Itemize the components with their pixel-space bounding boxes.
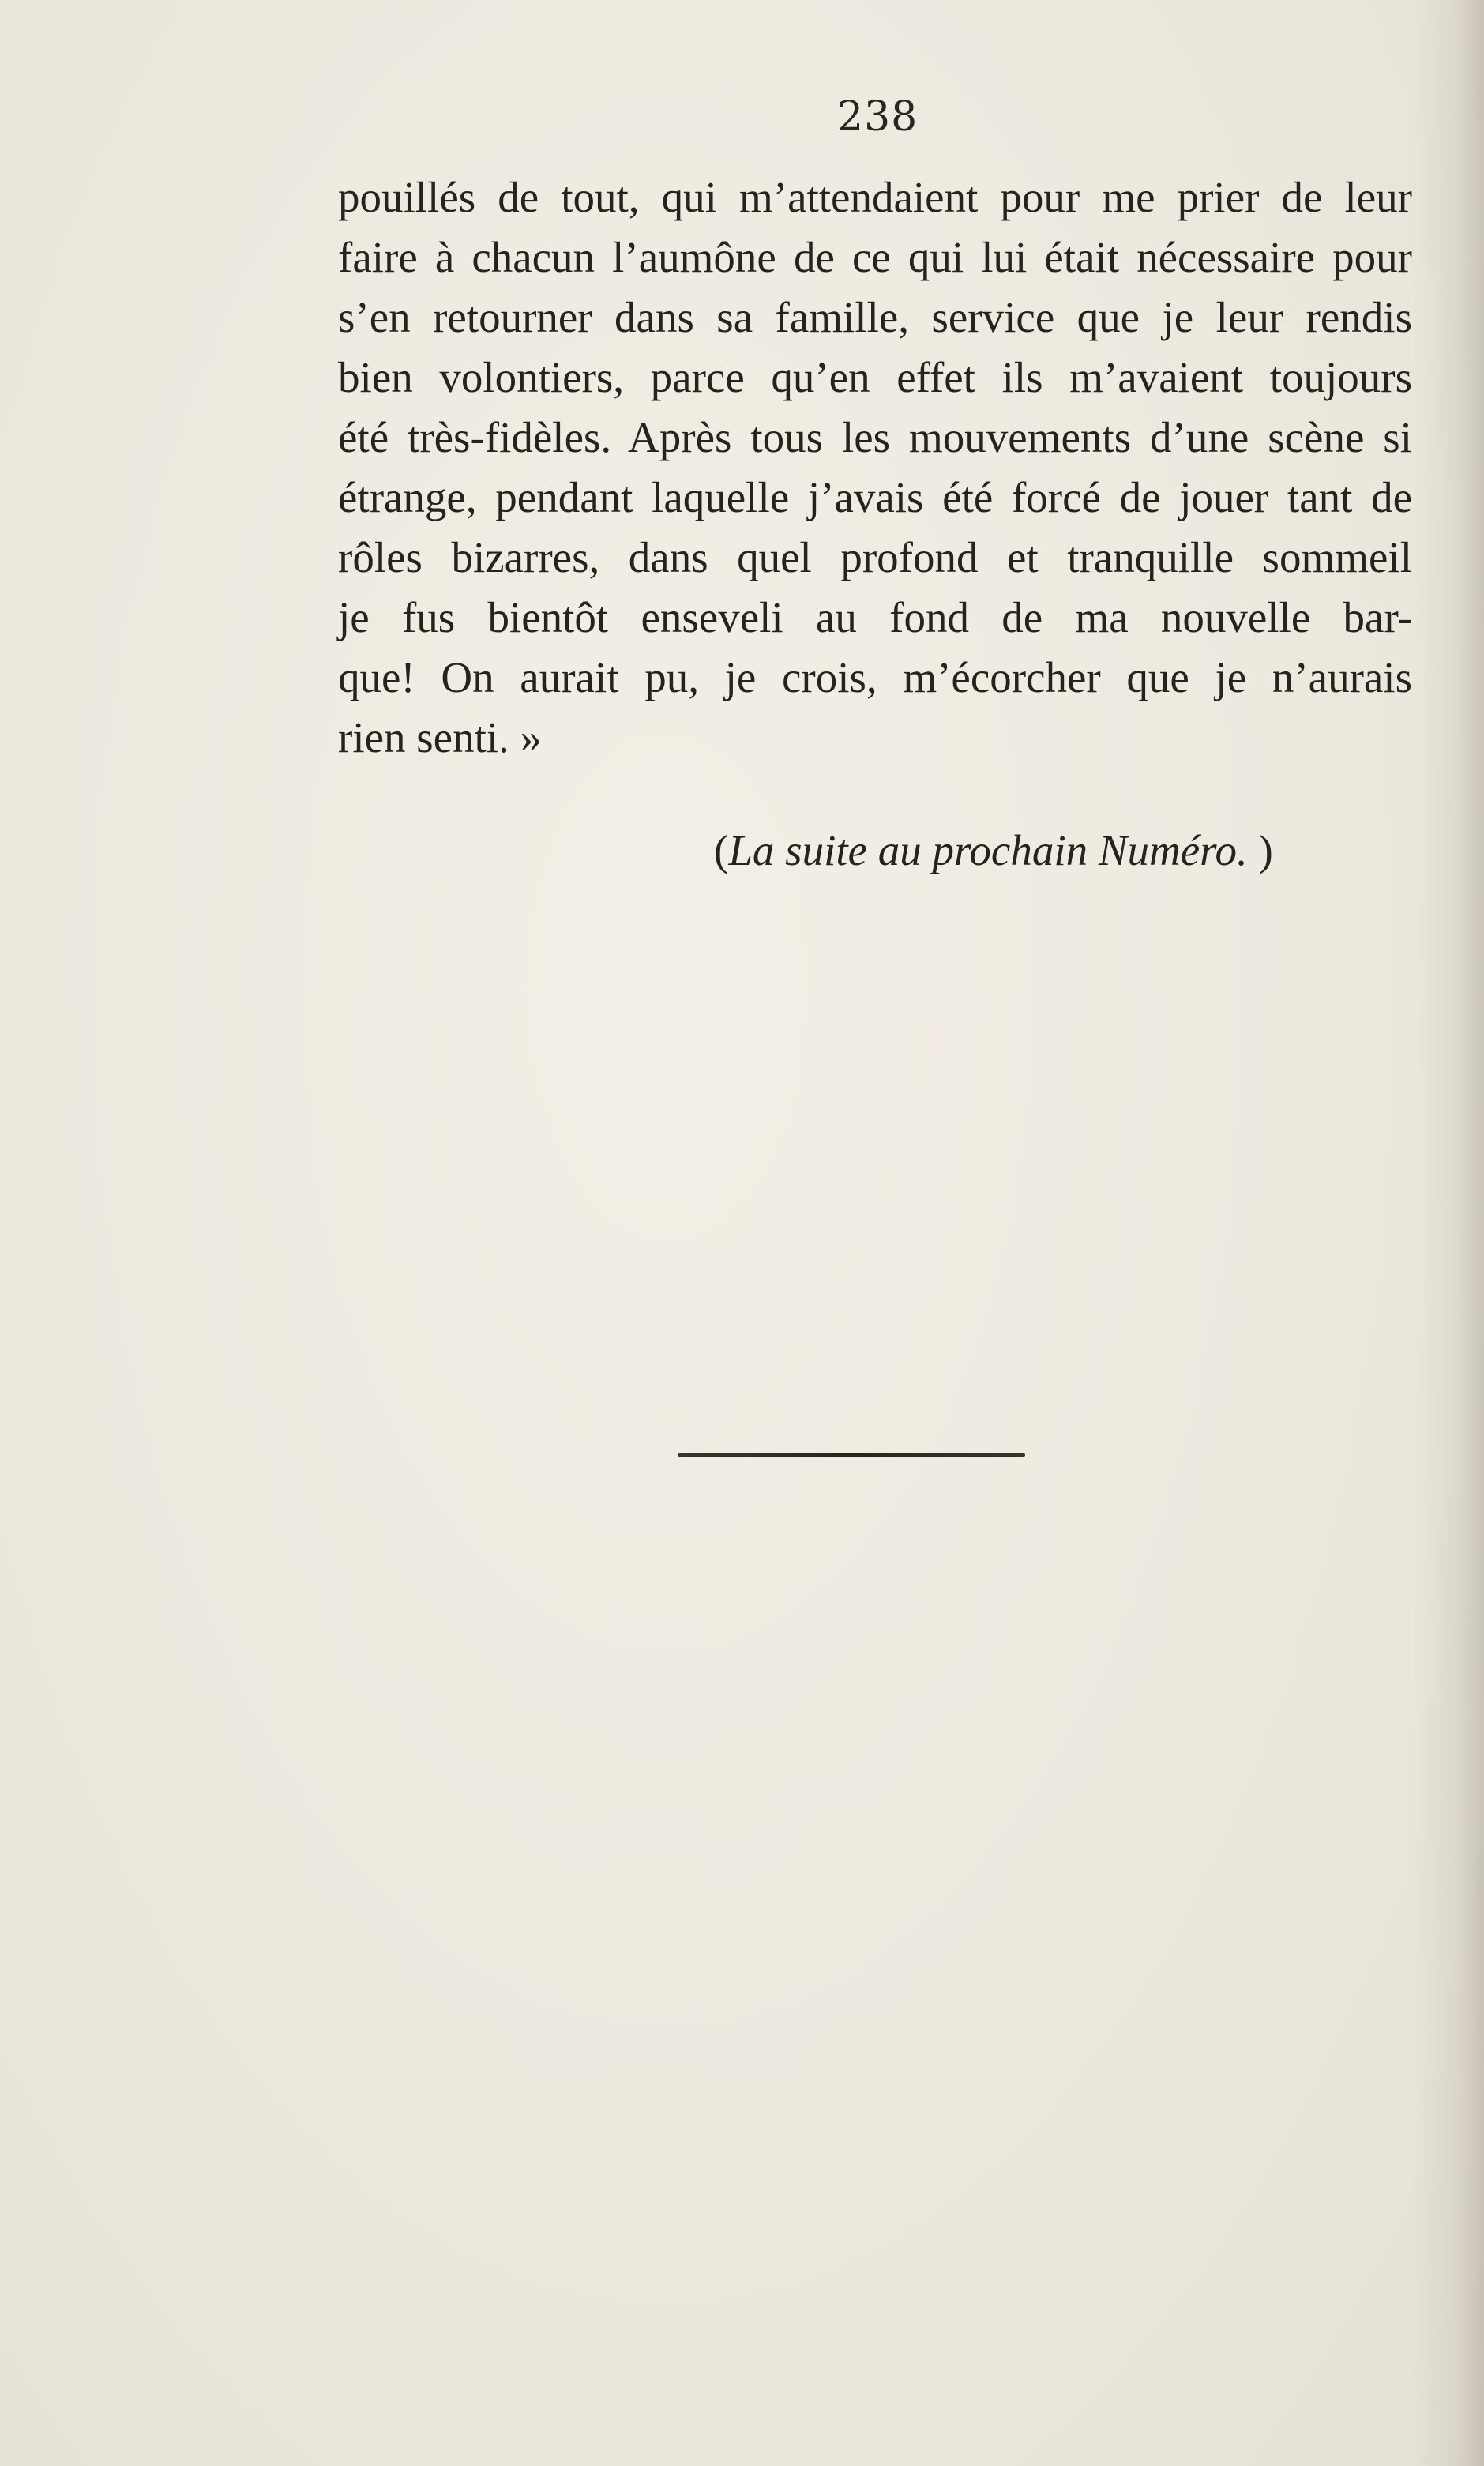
text-line-3: s’en retourner dans sa famille, service que je leur rendis (338, 293, 1412, 341)
section-rule (678, 1453, 1025, 1457)
text-line-2: faire à chacun l’aumône de ce qui lui était nécessaire pour (338, 233, 1412, 281)
text-line-6: étrange, pendant laquelle j’avais été forcé de jouer tant de (338, 473, 1412, 521)
continuation-text: La suite au prochain Numéro. (728, 826, 1248, 874)
text-line-7: rôles bizarres, dans quel profond et tranquille sommeil (338, 533, 1412, 581)
page-edge-shadow (1413, 0, 1484, 2466)
page-number: 238 (837, 93, 919, 141)
continuation-note (714, 825, 1273, 875)
text-line-8: je fus bientôt enseveli au fond de ma nouvelle bar- (338, 593, 1412, 641)
text-line-10: rien senti. » (338, 713, 543, 761)
close-paren: ) (1258, 826, 1273, 874)
text-line-9: que! On aurait pu, je crois, m’écorcher que je n’aurais (338, 653, 1412, 701)
open-paren: ( (714, 826, 729, 874)
text-line-5: été très-fidèles. Après tous les mouvements d’une scène si (338, 413, 1412, 461)
text-line-4: bien volontiers, parce qu’en effet ils m’avaient toujours (338, 353, 1412, 401)
text-line-1: pouillés de tout, qui m’attendaient pour me prier de leur (338, 173, 1412, 221)
body-text (338, 167, 1412, 768)
